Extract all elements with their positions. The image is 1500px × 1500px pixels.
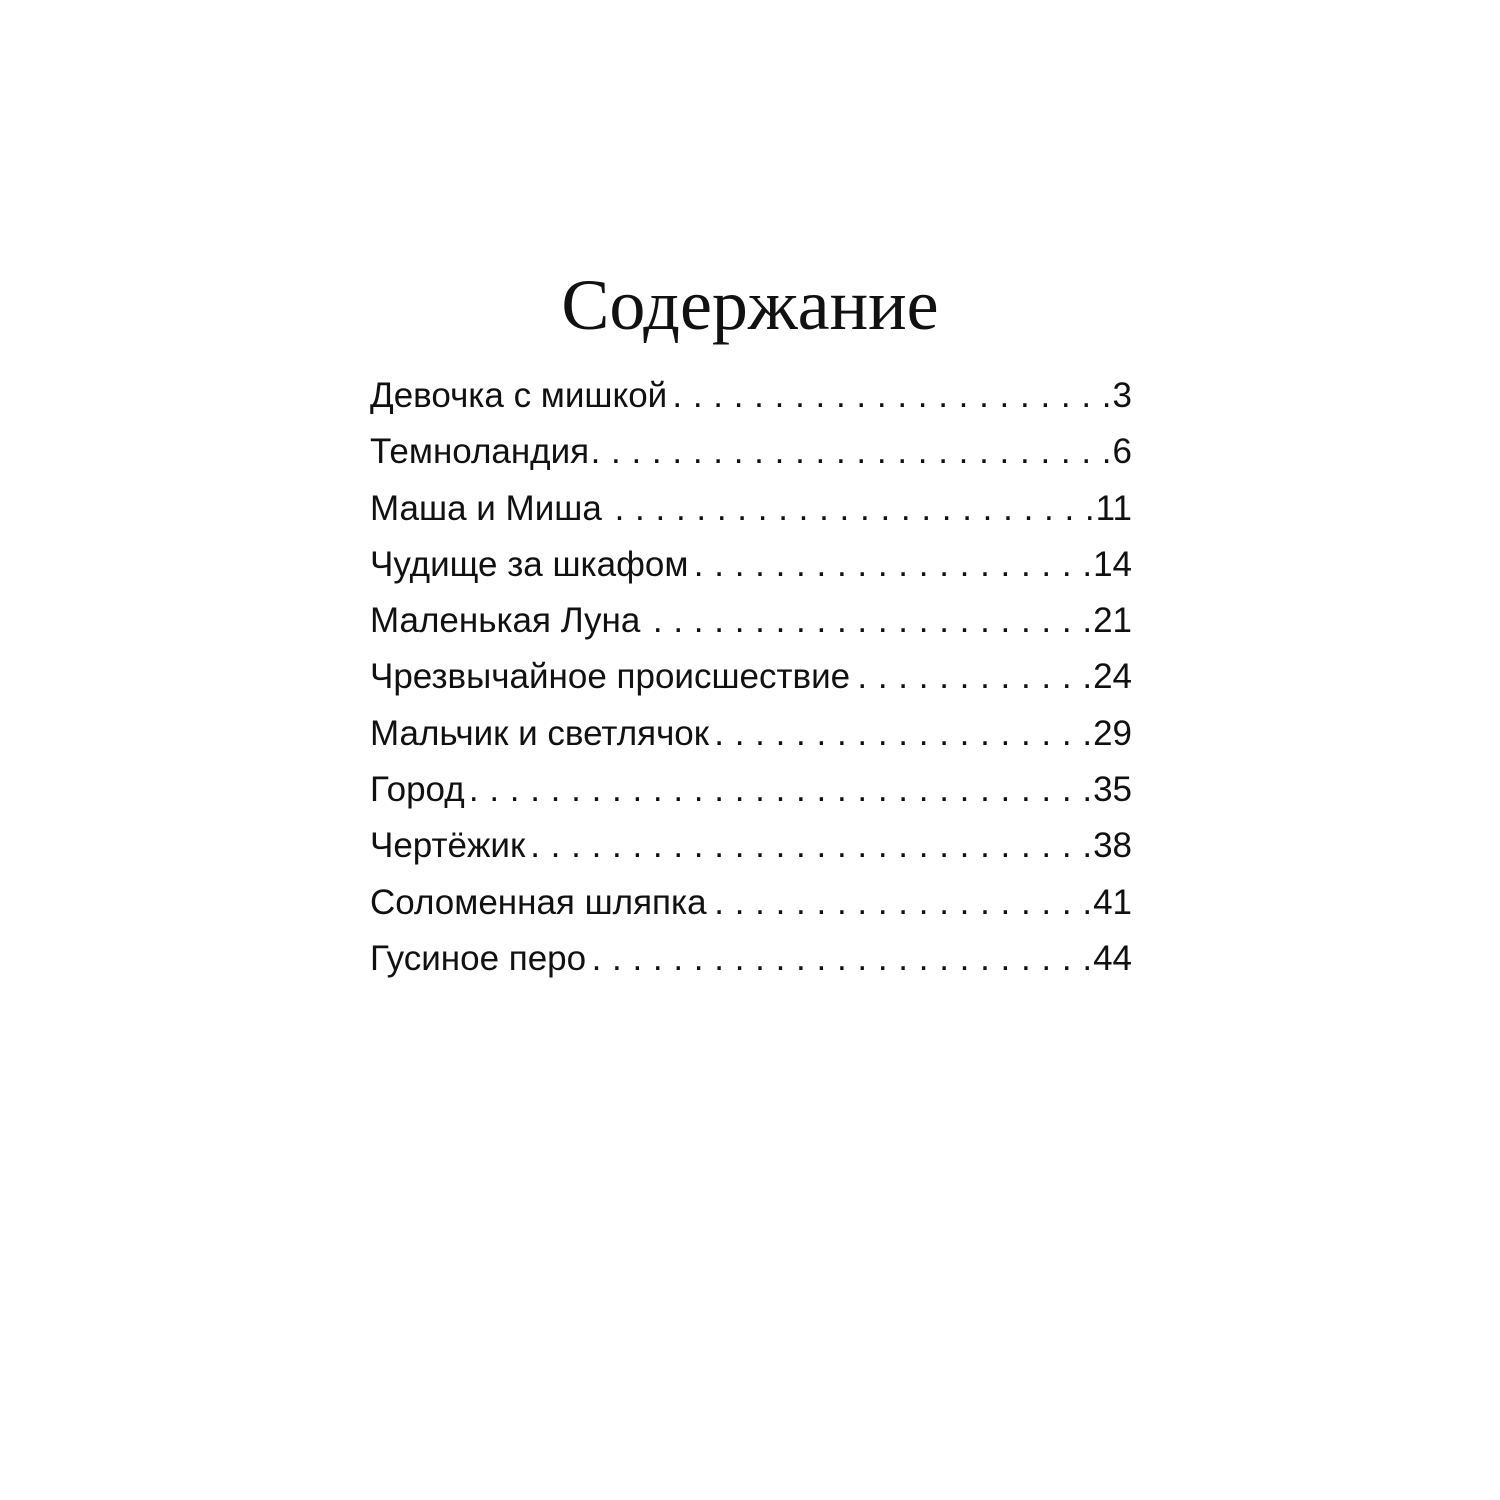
dot-leader [590, 931, 1092, 987]
dot-leader [606, 481, 1095, 537]
toc-entry-page: 24 [1093, 657, 1132, 697]
toc-entry-page: 29 [1093, 713, 1132, 753]
toc-entry-page: 11 [1095, 488, 1132, 528]
dot-leader [713, 706, 1092, 762]
toc-entry-title: Чертёжик [370, 826, 526, 866]
toc-entry-title: Маша и Миша [370, 488, 602, 528]
toc-entry-title: Чудище за шкафом [370, 544, 689, 584]
toc-entry-title: Город [370, 770, 465, 810]
toc-title: Содержание [561, 265, 939, 345]
toc-entry [370, 762, 1132, 818]
toc-entry [370, 706, 1132, 762]
dot-leader [593, 424, 1111, 480]
toc-entry [370, 593, 1132, 649]
toc-entry [370, 875, 1132, 931]
toc-entry [370, 368, 1132, 424]
toc-entry-page: 41 [1093, 882, 1132, 922]
toc-entry [370, 931, 1132, 987]
toc-entry-title: Маленькая Луна [370, 601, 641, 641]
toc-entry-page: 21 [1093, 601, 1132, 641]
dot-leader [854, 649, 1092, 705]
table-of-contents [370, 368, 1132, 987]
toc-entry-page: 35 [1093, 770, 1132, 810]
toc-entry-title: Темноландия [370, 432, 590, 472]
toc-entry [370, 537, 1132, 593]
toc-entry [370, 481, 1132, 537]
toc-entry [370, 649, 1132, 705]
toc-entry-title: Чрезвычайное происшествие [370, 657, 851, 697]
dot-leader [711, 875, 1093, 931]
toc-entry-title: Девочка с мишкой [370, 376, 668, 415]
toc-entry-page: 14 [1093, 544, 1132, 584]
dot-leader [692, 537, 1092, 593]
dot-leader [469, 762, 1092, 818]
toc-entry [370, 818, 1132, 874]
toc-entry-page: 38 [1093, 826, 1132, 866]
toc-entry-title: Соломенная шляпка [370, 882, 707, 922]
toc-entry-page: 3 [1112, 376, 1132, 415]
toc-entry [370, 424, 1132, 480]
toc-entry-title: Мальчик и светлячок [370, 713, 710, 753]
dot-leader [671, 368, 1111, 424]
dot-leader [529, 818, 1092, 874]
dot-leader [644, 593, 1092, 649]
toc-entry-title: Гусиное перо [370, 938, 587, 978]
toc-entry-page: 6 [1112, 432, 1132, 472]
toc-entry-page: 44 [1093, 938, 1132, 978]
